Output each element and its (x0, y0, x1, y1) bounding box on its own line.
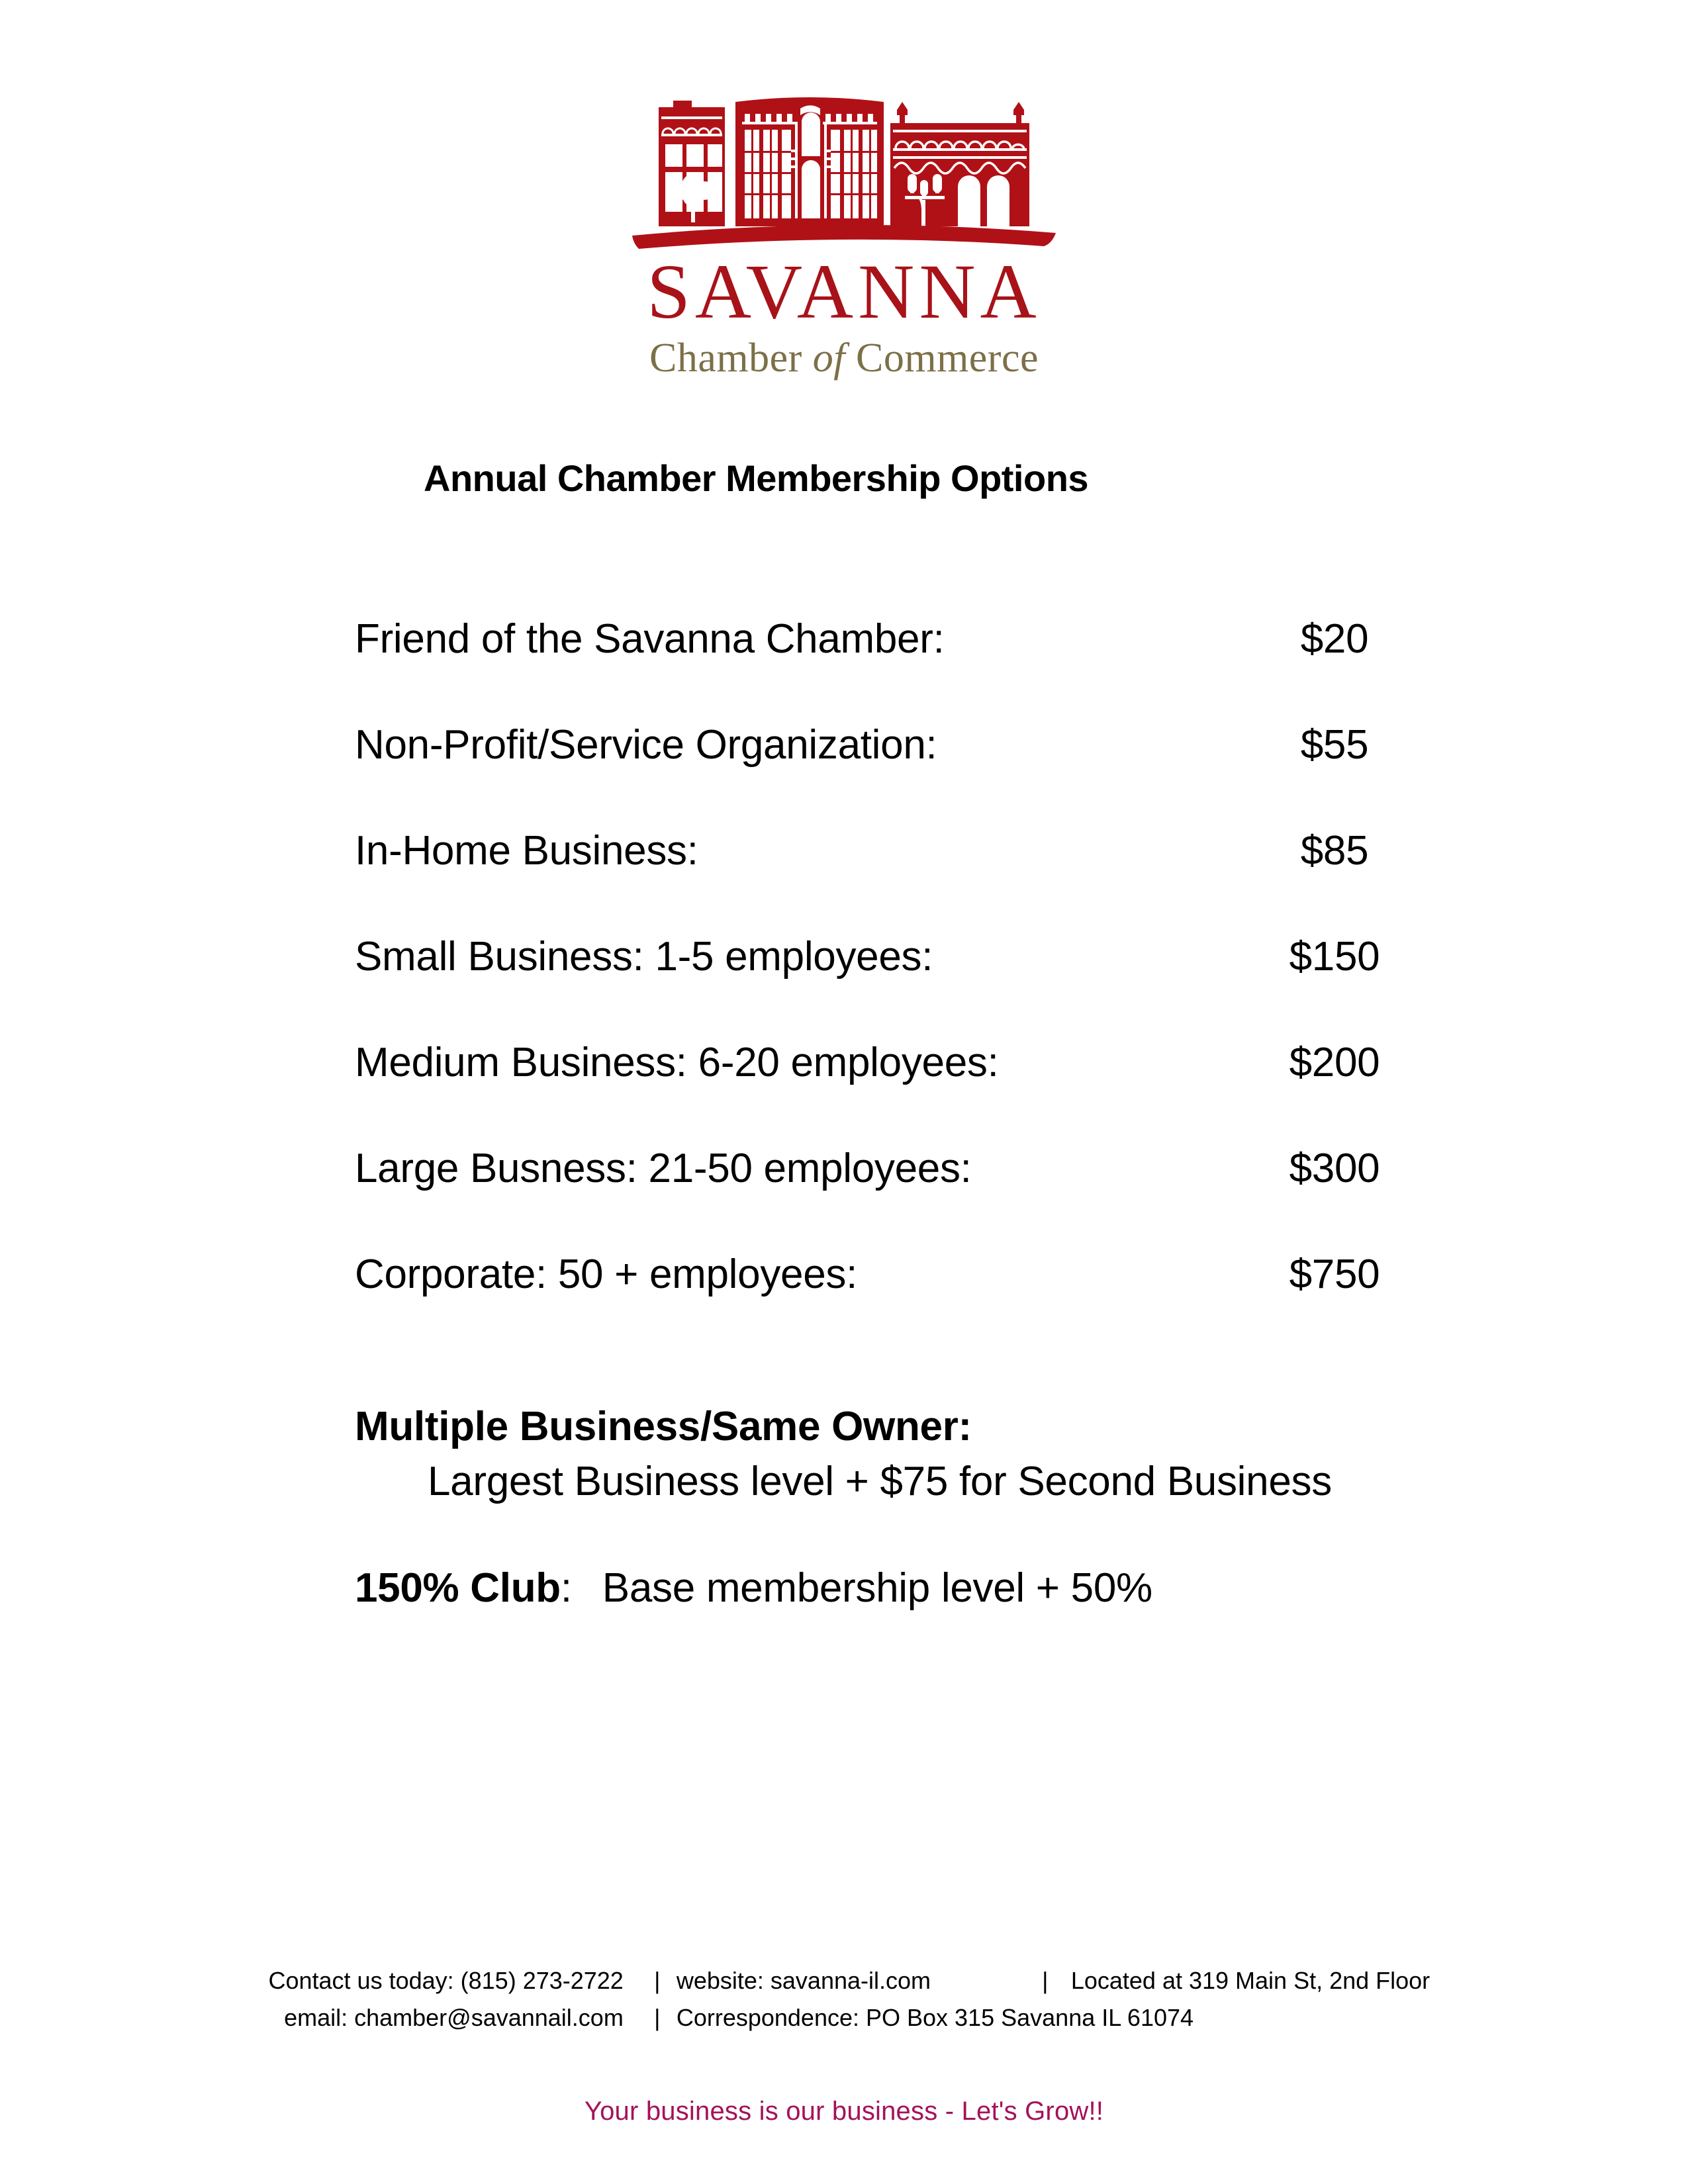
page-footer (0, 1967, 1688, 2032)
logo-wordmark: SAVANNA (647, 248, 1041, 335)
price-row (355, 615, 1414, 721)
footer-location: Located at 319 Main St, 2nd Floor (1070, 1967, 1430, 1994)
footer-correspondence: Correspondence: PO Box 315 Savanna IL 61074 (676, 2004, 1194, 2031)
logo-tagline-italic: of (812, 336, 845, 381)
footer-separator-3: | (654, 2004, 661, 2031)
price-label: Large Busness: 21-50 employees: (355, 1146, 972, 1191)
price-value: $20 (1300, 616, 1369, 662)
multiple-business-detail: Largest Business level + $75 for Second Business (428, 1459, 1332, 1504)
price-label: In-Home Business: (355, 828, 698, 874)
logo-tagline (649, 338, 1039, 379)
footer-separator-2: | (1042, 1967, 1049, 1994)
club-detail: Base membership level + 50% (602, 1565, 1152, 1611)
club-name: 150% Club (355, 1565, 561, 1611)
price-row (355, 1145, 1414, 1251)
footer-phone: Contact us today: (815) 273-2722 (268, 1967, 624, 1994)
price-row (355, 827, 1414, 933)
price-label: Corporate: 50 + employees: (355, 1251, 858, 1297)
savanna-historic-building-logo-icon (619, 79, 1069, 258)
page-title: Annual Chamber Membership Options (424, 457, 1089, 499)
price-value: $150 (1289, 934, 1380, 979)
footer-website[interactable]: website: savanna-il.com (676, 1967, 931, 1994)
price-value: $85 (1300, 828, 1369, 874)
membership-notes (355, 1403, 1546, 1612)
membership-options-list (355, 615, 1414, 1357)
price-value: $200 (1289, 1040, 1380, 1085)
price-row (355, 1039, 1414, 1145)
price-value: $750 (1289, 1251, 1380, 1297)
multiple-business-heading: Multiple Business/Same Owner: (355, 1404, 972, 1449)
logo-tagline-part1: Chamber (649, 336, 813, 381)
chamber-logo (0, 79, 1688, 379)
price-label: Friend of the Savanna Chamber: (355, 616, 945, 662)
footer-separator-1: | (654, 1967, 661, 1994)
club-colon: : (560, 1565, 572, 1611)
price-label: Non-Profit/Service Organization: (355, 722, 937, 768)
logo-tagline-part2: Commerce (845, 336, 1039, 381)
price-row (355, 933, 1414, 1039)
club-note (355, 1565, 1546, 1612)
footer-email[interactable]: email: chamber@savannail.com (284, 2004, 624, 2031)
price-value: $55 (1300, 722, 1369, 768)
price-label: Medium Business: 6-20 employees: (355, 1040, 999, 1085)
price-label: Small Business: 1-5 employees: (355, 934, 933, 979)
price-row (355, 1251, 1414, 1357)
price-row (355, 721, 1414, 827)
chamber-slogan: Your business is our business - Let's Grow!! (584, 2097, 1104, 2126)
price-value: $300 (1289, 1146, 1380, 1191)
